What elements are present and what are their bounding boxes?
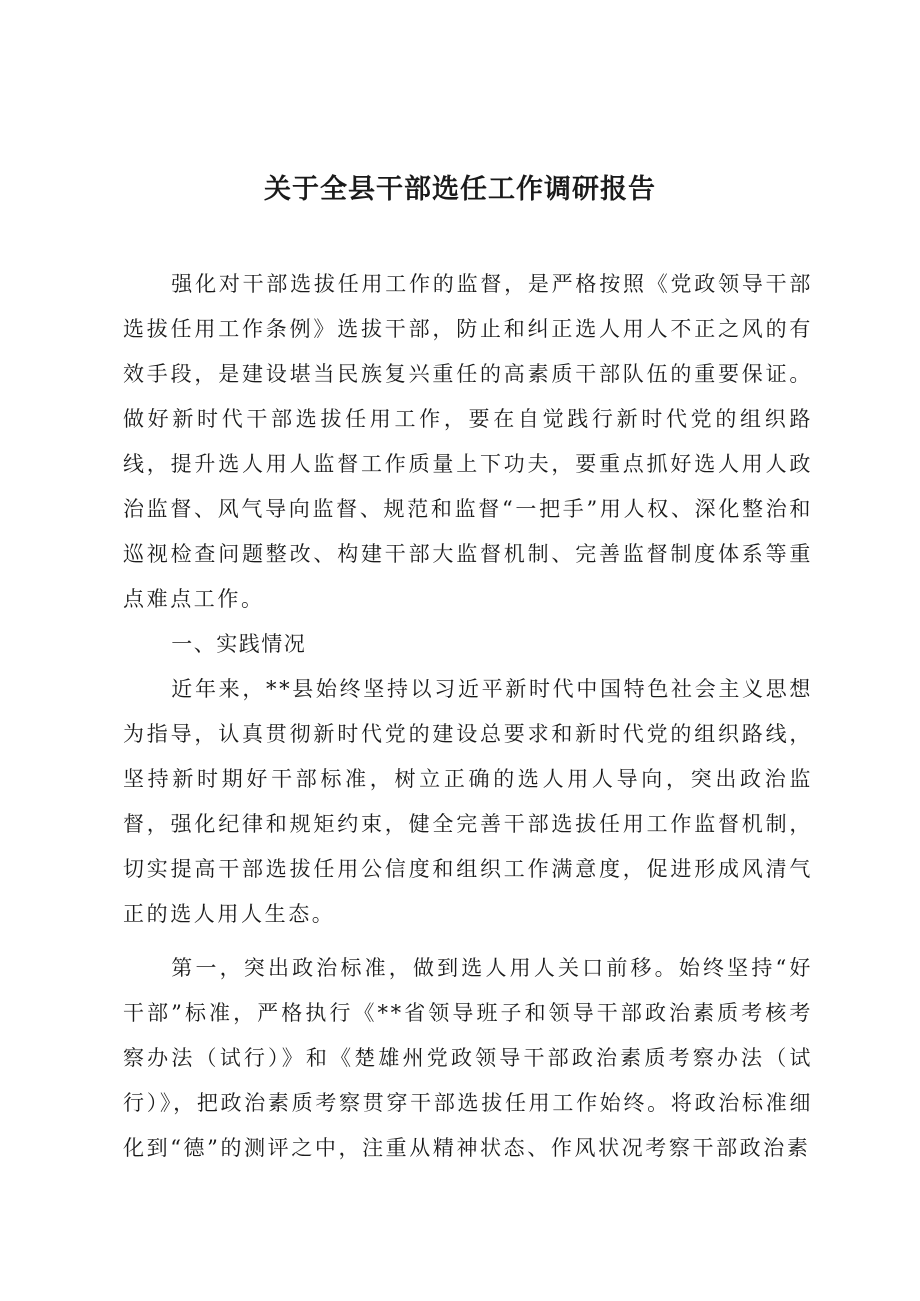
document-title: 关于全县干部选任工作调研报告	[264, 174, 656, 205]
section-heading-practice: 一、实践情况	[171, 632, 307, 656]
document-body	[123, 262, 813, 1171]
first-point-paragraph: 第一，突出政治标准，做到选人用人关口前移。始终坚持“好干部”标准，严格执行《**省领导班子和领导干部政治素质考核考察办法（试行）》和《楚雄州党政领导干部政治素质考察办法（试行）》，把政治素质考察贯穿干部选拔任用工作始终。将政治标准细化到“德”的测评之中，注重从精神状态、作风状况考察干部政治素	[123, 956, 813, 1160]
practice-paragraph: 近年来，**县始终坚持以习近平新时代中国特色社会主义思想为指导，认真贯彻新时代党的建设总要求和新时代党的组织路线，坚持新时期好干部标准，树立正确的选人用人导向，突出政治监督，强化纪律和规矩约束，健全完善干部选拔任用工作监督机制，切实提高干部选拔任用公信度和组织工作满意度，促进形成风清气正的选人用人生态。	[123, 677, 813, 926]
intro-paragraph: 强化对干部选拔任用工作的监督，是严格按照《党政领导干部选拔任用工作条例》选拔干部，防止和纠正选人用人不正之风的有效手段，是建设堪当民族复兴重任的高素质干部队伍的重要保证。做好新时代干部选拔任用工作，要在自觉践行新时代党的组织路线，提升选人用人监督工作质量上下功夫，要重点抓好选人用人政治监督、风气导向监督、规范和监督“一把手”用人权、深化整治和巡视检查问题整改、构建干部大监督机制、完善监督制度体系等重点难点工作。	[123, 272, 813, 611]
